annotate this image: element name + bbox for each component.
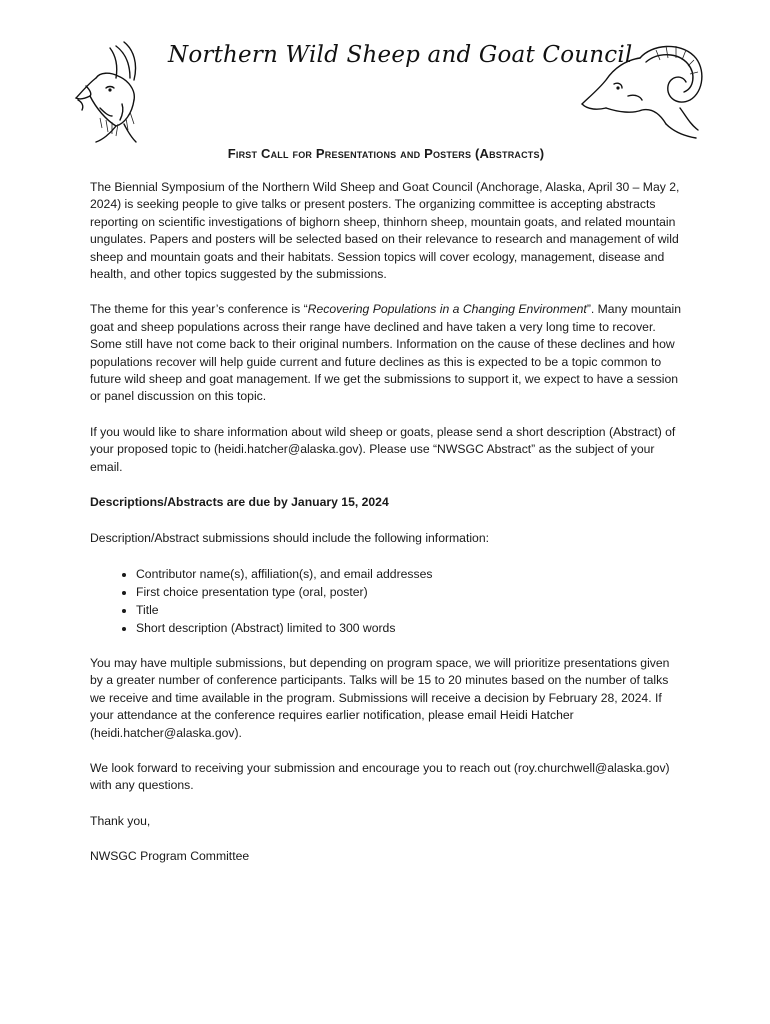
requirements-list <box>90 565 682 637</box>
intro-paragraph: The Biennial Symposium of the Northern Wild Sheep and Goat Council (Anchorage, Alaska, April 30 – May 2, 2024) is seeking people to give talks or present posters. The organizing committee is accepting abstracts reporting on scientific investigations of bighorn sheep, thinhorn sheep, mountain goats, and related mountain ungulates. Papers and posters will be selected based on their relevance to research and management of wild sheep and mountain goats and their habitats. Session topics will cover ecology, management, disease and health, and other topics suggested by the submissions. <box>90 180 680 282</box>
list-item: • Short description (Abstract) limited to 300 words <box>136 619 682 637</box>
conference-theme: Recovering Populations in a Changing Environment <box>307 302 587 317</box>
list-item: • Title <box>136 601 682 619</box>
organization-name: Northern Wild Sheep and Goat Council <box>168 42 633 68</box>
program-paragraph: You may have multiple submissions, but depending on program space, we will prioritize presentations given by a greater number of conference participants. Talks will be 15 to 20 minutes based on the number of talks we receive and time available in the program. Submissions will receive a decision by February 28, 2024. If your attendance at the conference requires earlier notification, please email Heidi Hatcher (heidi.hatcher@alaska.gov). <box>90 655 670 740</box>
list-item: • First choice presentation type (oral, poster) <box>136 583 682 601</box>
list-item: • Contributor name(s), affiliation(s), and email addresses <box>136 565 682 583</box>
theme-text-body: ”. Many mountain goat and sheep populations across their range have declined and have taken a very long time to recover. Some still have not come back to their original numbers. Information on the cause of these declines and how populations recover will help guide current and future declines as this is expected to be a topic common to future wild sheep and goat management. If we get the submissions to support it, we expect to have a session or panel discussion on this topic. <box>90 302 681 404</box>
submission-paragraph: If you would like to share information about wild sheep or goats, please send a short description (Abstract) of your proposed topic to (heidi.hatcher@alaska.gov). Please use “NWSGC Abstract” as the subject of your email. <box>90 424 676 474</box>
letterhead <box>0 30 770 145</box>
theme-paragraph <box>90 301 682 405</box>
list-intro: Description/Abstract submissions should include the following information: <box>90 530 489 545</box>
contact-paragraph: We look forward to receiving your submission and encourage you to reach out (roy.churchwell@alaska.gov) with any questions. <box>90 760 670 793</box>
bighorn-ram-illustration <box>570 38 708 142</box>
theme-text-lead: The theme for this year’s conference is “ <box>90 302 308 317</box>
deadline-notice: Descriptions/Abstracts are due by January 15, 2024 <box>90 495 389 510</box>
document-title: First Call for Presentations and Posters (Abstracts) <box>227 146 545 161</box>
closing: Thank you, <box>90 813 151 828</box>
signature: NWSGC Program Committee <box>90 849 250 864</box>
document-body <box>90 146 682 884</box>
mountain-goat-illustration <box>66 38 154 146</box>
